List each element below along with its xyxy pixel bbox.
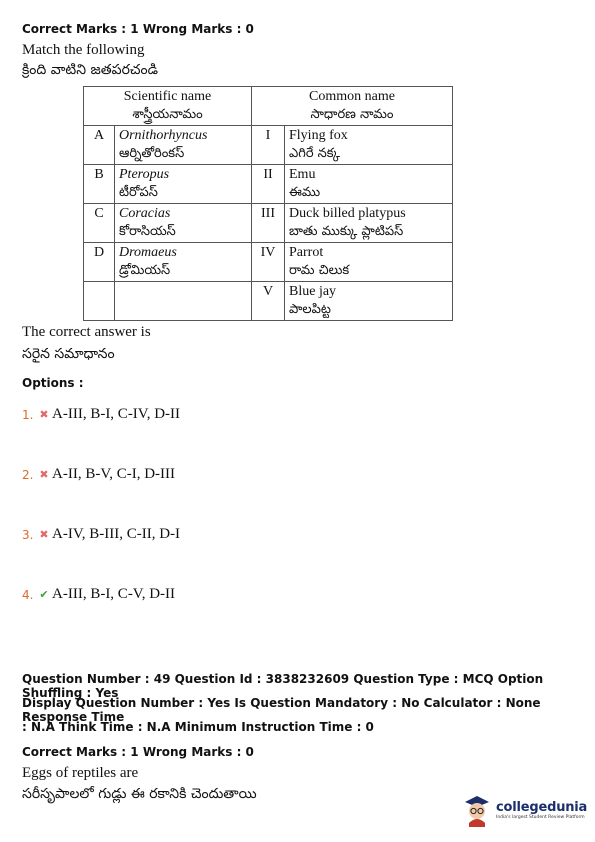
sci-en: Ornithorhyncus — [119, 128, 208, 143]
option-2[interactable] — [22, 466, 175, 483]
row-letter — [84, 282, 115, 321]
question-meta-line-1: Question Number : 49 Question Id : 3838232609 Question Type : MCQ Option Shuffling : Yes — [22, 672, 544, 700]
table-row — [84, 282, 453, 321]
marks-line: Correct Marks : 1 Wrong Marks : 0 — [22, 745, 254, 759]
com-te: పాలపిట్ట — [289, 302, 331, 317]
sci-te: కోరాసియస్ — [119, 224, 176, 239]
option-1[interactable] — [22, 406, 180, 423]
answer-prompt-en: The correct answer is — [22, 324, 151, 340]
com-cell — [285, 126, 453, 165]
question-meta-line-3: : N.A Think Time : N.A Minimum Instruction Time : 0 — [22, 720, 374, 734]
table-row — [84, 243, 453, 282]
options-label: Options : — [22, 376, 84, 390]
header-scientific — [84, 87, 252, 126]
logo-name: collegedunia — [496, 800, 588, 815]
com-cell — [285, 165, 453, 204]
table-header-row — [84, 87, 453, 126]
com-en: Flying fox — [289, 128, 348, 143]
check-icon: ✔ — [39, 588, 49, 601]
student-mascot-icon — [462, 793, 492, 827]
collegedunia-logo — [462, 790, 587, 830]
header-com-en: Common name — [309, 89, 395, 104]
com-te: ఎగిరే నక్క — [289, 146, 340, 161]
table-row — [84, 165, 453, 204]
row-letter: D — [84, 243, 115, 282]
cross-icon: ✖ — [39, 528, 49, 541]
sci-cell — [115, 165, 252, 204]
option-number: 1. — [22, 407, 34, 422]
sci-en: Pteropus — [119, 167, 170, 182]
question-text-en: Eggs of reptiles are — [22, 765, 139, 781]
com-cell — [285, 243, 453, 282]
cross-icon: ✖ — [39, 408, 49, 421]
row-roman: III — [252, 204, 285, 243]
sci-cell — [115, 243, 252, 282]
option-3[interactable] — [22, 526, 180, 543]
table-row — [84, 126, 453, 165]
table-row — [84, 204, 453, 243]
row-roman: V — [252, 282, 285, 321]
sci-cell — [115, 204, 252, 243]
marks-line: Correct Marks : 1 Wrong Marks : 0 — [22, 22, 254, 36]
sci-te: ఆర్నితోరింకస్ — [119, 146, 185, 161]
sci-cell — [115, 282, 252, 321]
sci-te: టీరోపస్ — [119, 185, 158, 200]
header-sci-en: Scientific name — [123, 89, 212, 104]
com-cell — [285, 204, 453, 243]
sci-en: Dromaeus — [119, 245, 177, 260]
question-meta-line-2: Display Question Number : Yes Is Question Mandatory : No Calculator : None Response Time — [22, 696, 541, 724]
sci-cell — [115, 126, 252, 165]
row-roman: II — [252, 165, 285, 204]
option-text: A-IV, B-III, C-II, D-I — [52, 526, 181, 542]
com-en: Blue jay — [289, 284, 337, 299]
question-text-te: సరీసృపాలలో గుడ్లు ఈ రకానికి చెందుతాయి — [22, 786, 257, 802]
com-en: Emu — [289, 167, 316, 182]
sci-en: Coracias — [119, 206, 171, 221]
sci-te: డ్రోమియస్ — [119, 263, 171, 278]
com-te: రామ చిలుక — [289, 263, 350, 278]
cross-icon: ✖ — [39, 468, 49, 481]
question-text-te: క్రింది వాటిని జతపరచండి — [22, 62, 158, 78]
row-letter: C — [84, 204, 115, 243]
match-table — [83, 86, 453, 321]
com-cell — [285, 282, 453, 321]
header-common — [252, 87, 453, 126]
option-number: 2. — [22, 467, 34, 482]
com-te: ఈము — [289, 185, 321, 200]
header-com-te: సాధారణ నామం — [310, 107, 394, 122]
com-en: Duck billed platypus — [289, 206, 406, 221]
row-roman: IV — [252, 243, 285, 282]
row-roman: I — [252, 126, 285, 165]
row-letter: A — [84, 126, 115, 165]
option-text: A-III, B-I, C-V, D-II — [52, 586, 176, 602]
com-en: Parrot — [289, 245, 324, 260]
header-sci-te: శాస్త్రీయనామం — [132, 107, 203, 122]
question-text-en: Match the following — [22, 42, 145, 58]
option-text: A-III, B-I, C-IV, D-II — [52, 406, 181, 422]
com-te: బాతు ముక్కు ప్లాటిపస్ — [289, 224, 404, 239]
option-text: A-II, B-V, C-I, D-III — [52, 466, 176, 482]
row-letter: B — [84, 165, 115, 204]
option-number: 3. — [22, 527, 34, 542]
option-number: 4. — [22, 587, 34, 602]
logo-tagline: India's largest Student Review Platform — [496, 815, 585, 820]
answer-prompt-te: సరైన సమాధానం — [22, 346, 115, 362]
option-4[interactable] — [22, 586, 175, 603]
